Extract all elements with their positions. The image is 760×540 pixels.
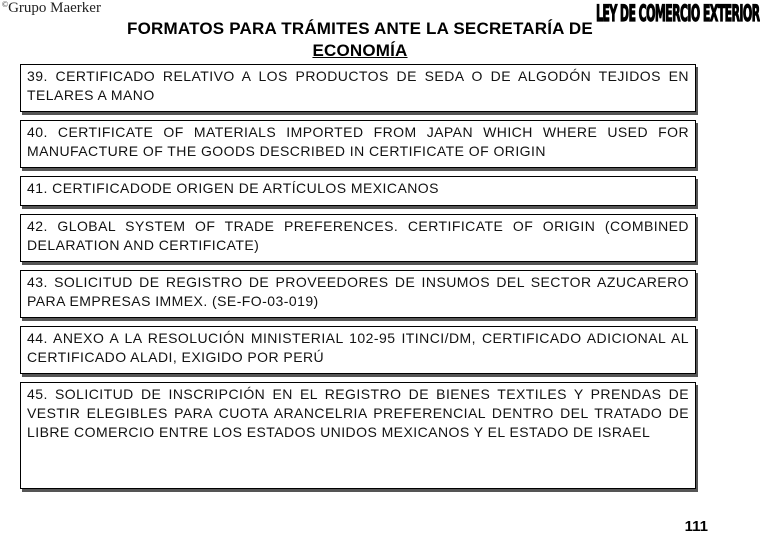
list-item: 40. CERTIFICATE OF MATERIALS IMPORTED FROM JAPAN WHICH WHERE USED FOR MANUFACTURE OF THE GOODS DESCRIBED IN CERTIFICATE OF ORIGIN — [20, 120, 696, 168]
brand-text: Grupo Maerker — [8, 0, 101, 16]
page-title — [60, 18, 660, 62]
list-item: 39. CERTIFICADO RELATIVO A LOS PRODUCTOS DE SEDA O DE ALGODÓN TEJIDOS EN TELARES A MANO — [20, 64, 696, 112]
list-item: 45. SOLICITUD DE INSCRIPCIÓN EN EL REGISTRO DE BIENES TEXTILES Y PRENDAS DE VESTIR ELEGIBLES PARA CUOTA ARANCELRIA PREFERENCIAL DENTRO DEL TRATADO DE LIBRE COMERCIO ENTRE LOS ESTADOS UNIDOS MEXICANOS Y EL ESTADO DE ISRAEL — [20, 382, 696, 489]
page-title-line2: ECONOMÍA — [312, 41, 408, 60]
list-item: 41. CERTIFICADODE ORIGEN DE ARTÍCULOS MEXICANOS — [20, 176, 696, 206]
list-item: 42. GLOBAL SYSTEM OF TRADE PREFERENCES. CERTIFICATE OF ORIGIN (COMBINED DELARATION AND CERTIFICATE) — [20, 214, 696, 262]
list-item: 44. ANEXO A LA RESOLUCIÓN MINISTERIAL 102-95 ITINCI/DM, CERTIFICADO ADICIONAL AL CERTIFICADO ALADI, EXIGIDO POR PERÚ — [20, 326, 696, 374]
page-title-line1: FORMATOS PARA TRÁMITES ANTE LA SECRETARÍA DE — [127, 19, 593, 38]
brand-name — [2, 0, 101, 17]
copyright-symbol: © — [2, 0, 9, 9]
page-number: 111 — [684, 518, 708, 535]
formats-list — [20, 64, 696, 497]
law-logo: LEY DE COMERCIO EXTERIOR — [596, 1, 760, 27]
list-item: 43. SOLICITUD DE REGISTRO DE PROVEEDORES DE INSUMOS DEL SECTOR AZUCARERO PARA EMPRESAS IMMEX. (SE-FO-03-019) — [20, 270, 696, 318]
